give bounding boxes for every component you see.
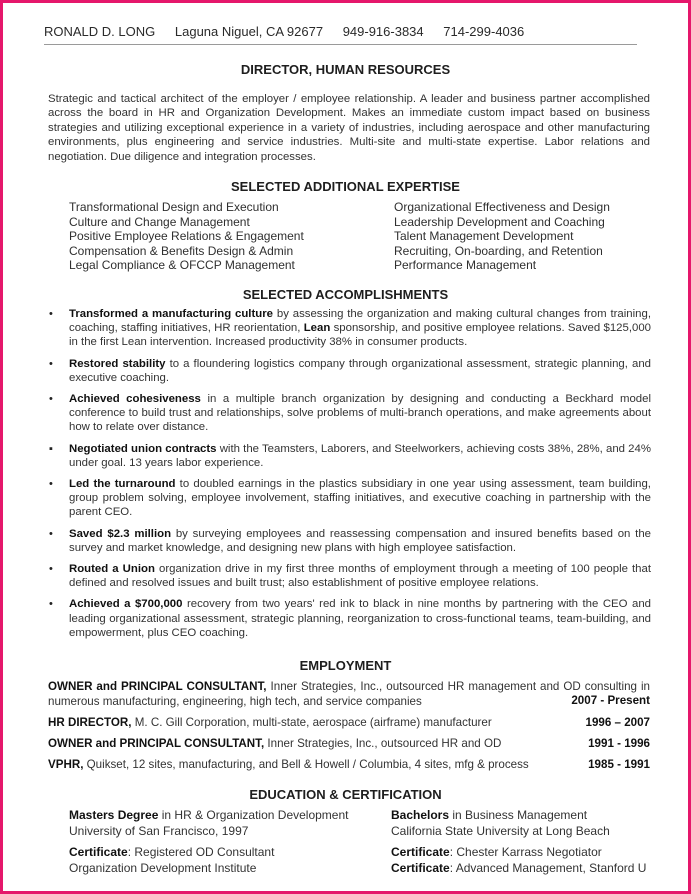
accomplishment-lead: Routed a Union [69, 563, 155, 576]
expertise-item: Culture and Change Management [69, 214, 250, 229]
certificate-detail: : Chester Karrass Negotiator [449, 845, 602, 859]
expertise-item: Transformational Design and Execution [69, 200, 279, 214]
accomplishment-item [49, 527, 651, 555]
masters-school: University of San Francisco, 1997 [69, 823, 249, 838]
education-right-column [391, 808, 646, 876]
certificate-label: Certificate [69, 845, 128, 859]
certificate-label: Certificate [391, 845, 450, 859]
job-detail: Inner Strategies, Inc., outsourced HR management and OD consulting in numerous manufacturing, engineering, high tech, and service companies [48, 680, 650, 708]
accomplishment-item [49, 597, 651, 640]
masters-label: Masters Degree [69, 808, 159, 822]
bullet-marker: • [49, 478, 53, 491]
accomplishment-lead: Transformed a manufacturing culture [69, 308, 273, 320]
employment-heading: EMPLOYMENT [299, 658, 392, 673]
accomplishment-text: organization drive in my first three months of employment through a meeting of 100 people that defined and resolved issues and built trust; also establishment of positive employee relations. [69, 563, 651, 590]
accomplishment-lead: Restored stability [69, 357, 166, 370]
expertise-left-column [69, 200, 304, 273]
expertise-heading: SELECTED ADDITIONAL EXPERTISE [231, 179, 460, 194]
expertise-right-column [394, 200, 610, 273]
job-dates: 2007 - Present [571, 694, 650, 707]
expertise-item: Compensation & Benefits Design & Admin [69, 243, 294, 258]
certificate-label: Certificate [391, 860, 450, 875]
expertise-item: Positive Employee Relations & Engagement [69, 229, 304, 243]
accomplishment-text: by surveying employees and reassessing compensation and insured benefits based on the survey and market knowledge, and designing new plans with high employee satisfaction. [69, 527, 652, 554]
accomplishment-text: recovery from two years' red ink to black in nine months by partnering with the CEO and leading organizational assessment, strategic planning, reorganization to cross-functional teams, team-building, and empowerment, plus CEO coaching. [69, 598, 652, 639]
accomplishment-lead: Negotiated union contracts [69, 442, 217, 455]
job-role: VPHR, [48, 758, 84, 771]
accomplishment-lead: Achieved cohesiveness [69, 393, 201, 406]
bachelors-detail: in Business Management [449, 808, 588, 822]
accomplishment-item [49, 477, 651, 520]
bachelors-degree [391, 808, 646, 824]
accomplishment-item [49, 307, 651, 350]
expertise-item: Recruiting, On-boarding, and Retention [394, 243, 603, 258]
resume-page [3, 3, 688, 891]
accomplishment-item [49, 442, 651, 470]
certificate-od [69, 845, 348, 861]
job-role: OWNER and PRINCIPAL CONSULTANT, [48, 737, 265, 750]
job-description [48, 716, 492, 731]
accomplishment-text: by assessing the organization and making cultural changes from training, coaching, staffing initiatives, HR reorientation, [69, 308, 651, 335]
resume-title: DIRECTOR, HUMAN RESOURCES [240, 62, 451, 77]
accomplishments-list [49, 307, 651, 647]
certificate-org: Organization Development Institute [69, 860, 257, 875]
expertise-item: Organizational Effectiveness and Design [394, 200, 610, 214]
certificate-stanford [391, 861, 646, 877]
accomplishment-item [49, 562, 651, 590]
candidate-name: RONALD D. LONG [44, 24, 156, 39]
bullet-marker: ▪ [49, 442, 53, 455]
certificate-detail: : Registered OD Consultant [127, 845, 275, 859]
job-dates: 1996 – 2007 [585, 716, 650, 729]
masters-detail: in HR & Organization Development [158, 808, 349, 822]
job-detail: Quikset, 12 sites, manufacturing, and Bell & Howell / Columbia, 4 sites, mfg & process [83, 758, 529, 771]
accomplishment-lead: Lean [303, 322, 331, 335]
bachelors-school: California State University at Long Beach [391, 823, 610, 838]
bullet-marker: • [49, 598, 53, 611]
employment-entry [48, 716, 650, 731]
accomplishment-lead: Achieved a $700,000 [69, 598, 183, 611]
job-detail: Inner Strategies, Inc., outsourced HR and OD [264, 737, 502, 750]
accomplishment-text: sponsorship, and positive employee relations. Saved $125,000 in the first Lean intervention. Increased productivity 38% in consumer products. [69, 322, 652, 349]
masters-degree [69, 808, 348, 824]
accomplishment-lead: Saved $2.3 million [69, 527, 172, 540]
education-heading: EDUCATION & CERTIFICATION [249, 787, 442, 802]
candidate-phone-2: 714-299-4036 [443, 24, 525, 39]
employment-entry [48, 737, 650, 752]
job-dates: 1985 - 1991 [588, 758, 650, 771]
bullet-marker: • [49, 308, 53, 320]
education-left-column [69, 808, 348, 876]
accomplishments-heading: SELECTED ACCOMPLISHMENTS [242, 287, 449, 302]
accomplishment-lead: Led the turnaround [69, 478, 176, 491]
accomplishment-text: in a multiple branch organization by designing and conducting a Beckhard model conference to build trust and relationships, solve problems of multi-branch operations, and make agreements about how to relate over distance. [69, 393, 651, 434]
bullet-marker: • [49, 527, 53, 540]
bullet-marker: • [49, 393, 53, 406]
employment-entry [48, 680, 650, 709]
accomplishment-text: to doubled earnings in the plastics subsidiary in one year using assessment, team building, group problem solving, employee involvement, staffing initiatives, and executive coaching in partnership with the parent CEO. [69, 478, 651, 519]
job-role: HR DIRECTOR, [48, 716, 132, 729]
job-detail: M. C. Gill Corporation, multi-state, aerospace (airframe) manufacturer [131, 716, 492, 729]
candidate-phone-1: 949-916-3834 [342, 24, 424, 39]
accomplishment-item [49, 392, 651, 435]
bachelors-label: Bachelors [391, 808, 450, 822]
header-divider [44, 44, 637, 45]
candidate-location: Laguna Niguel, CA 92677 [174, 24, 324, 39]
job-description [48, 737, 501, 752]
job-dates: 1991 - 1996 [588, 737, 650, 750]
certificate-detail: : Advanced Management, Stanford U [449, 860, 647, 875]
job-description [48, 680, 650, 709]
accomplishment-text: to a floundering logistics company through organizational assessment, strategic planning, and executive coaching. [69, 357, 651, 384]
job-description [48, 758, 529, 773]
bullet-marker: • [49, 357, 53, 370]
accomplishment-item [49, 357, 651, 385]
employment-entry [48, 758, 650, 773]
summary-paragraph: Strategic and tactical architect of the employer / employee relationship. A leader and business partner accomplished across the board in HR and Organization Development. Makes an immediate custom impact based on business strategies and utilizing exceptional experience in a variety of industries, including aerospace and other manufacturing environments, plus engineering and service industries. Multi-site and multi-state expertise. Labor relations and negotiation. Due diligence and integration processes. [48, 93, 650, 163]
expertise-item: Performance Management [394, 258, 537, 272]
contact-line [44, 24, 639, 39]
job-role: OWNER and PRINCIPAL CONSULTANT, [48, 680, 267, 693]
expertise-item: Talent Management Development [394, 229, 574, 243]
bullet-marker: • [49, 563, 53, 576]
expertise-item: Leadership Development and Coaching [394, 214, 605, 229]
expertise-item: Legal Compliance & OFCCP Management [69, 258, 295, 272]
certificate-negotiator [391, 845, 646, 861]
accomplishment-text: with the Teamsters, Laborers, and Steelworkers, achieving costs 38%, 28%, and 24% under goal. 13 years labor experience. [69, 442, 651, 469]
